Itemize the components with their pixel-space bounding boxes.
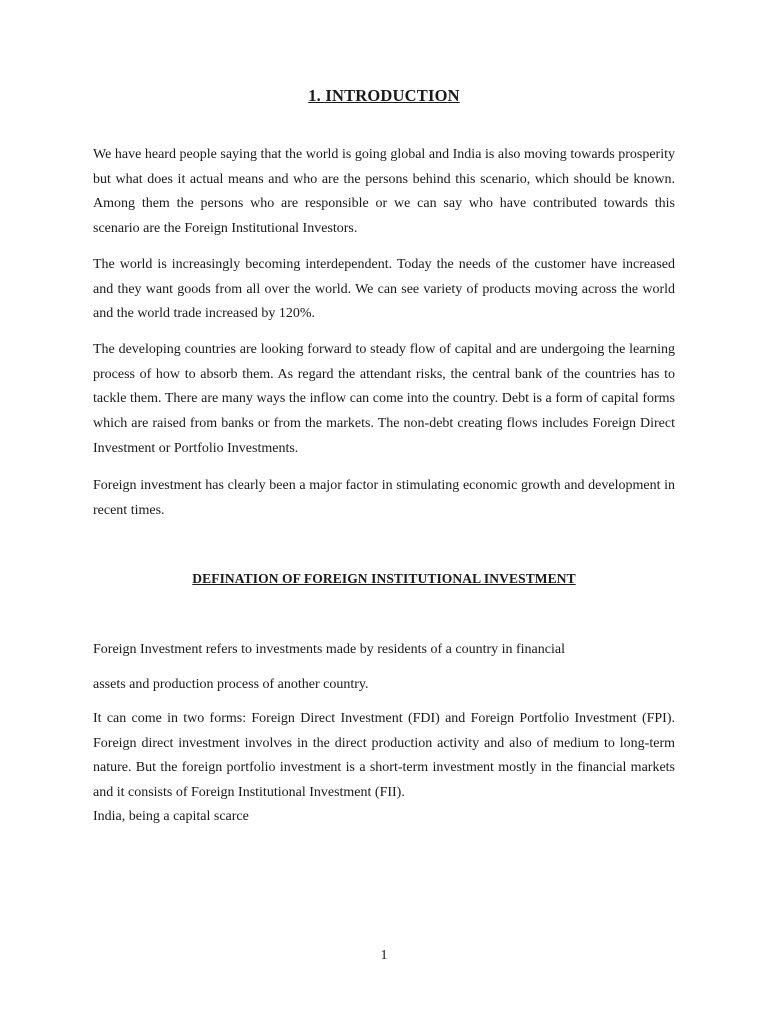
page-number: 1 [380, 948, 388, 963]
intro-paragraph-2: The world is increasingly becoming interdependent. Today the needs of the customer have increased and they want goods from all over the world. We can see variety of products moving across the world and the world trade increased by 120%. [93, 257, 675, 322]
section-heading: DEFINATION OF FOREIGN INSTITUTIONAL INVESTMENT [192, 571, 576, 586]
definition-line-2: assets and production process of another country. [93, 677, 369, 692]
intro-paragraph-4: Foreign investment has clearly been a major factor in stimulating economic growth and development in recent times. [93, 478, 675, 518]
intro-paragraph-1: We have heard people saying that the world is going global and India is also moving towards prosperity but what does it actual means and who are the persons behind this scenario, which should be known. Among them the persons who are responsible or we can say who have contributed towards this scenario are the Foreign Institutional Investors. [93, 147, 675, 237]
definition-line-1: Foreign Investment refers to investments made by residents of a country in financial [93, 642, 565, 657]
intro-paragraph-3: The developing countries are looking forward to steady flow of capital and are undergoing the learning process of how to absorb them. As regard the attendant risks, the central bank of the countries has to tackle them. There are many ways the inflow can come into the country. Debt is a form of capital forms which are raised from banks or from the markets. The non-debt creating flows includes Foreign Direct Investment or Portfolio Investments. [93, 342, 675, 456]
forms-paragraph: It can come in two forms: Foreign Direct Investment (FDI) and Foreign Portfolio Investment (FPI). Foreign direct investment involves in the direct production activity and also of medium to long-term nature. But the foreign portfolio investment is a short-term investment mostly in the financial markets and it consists of Foreign Institutional Investment (FII). [93, 711, 675, 801]
trailing-line: India, being a capital scarce [93, 809, 249, 824]
page-title: 1. INTRODUCTION [308, 86, 460, 105]
